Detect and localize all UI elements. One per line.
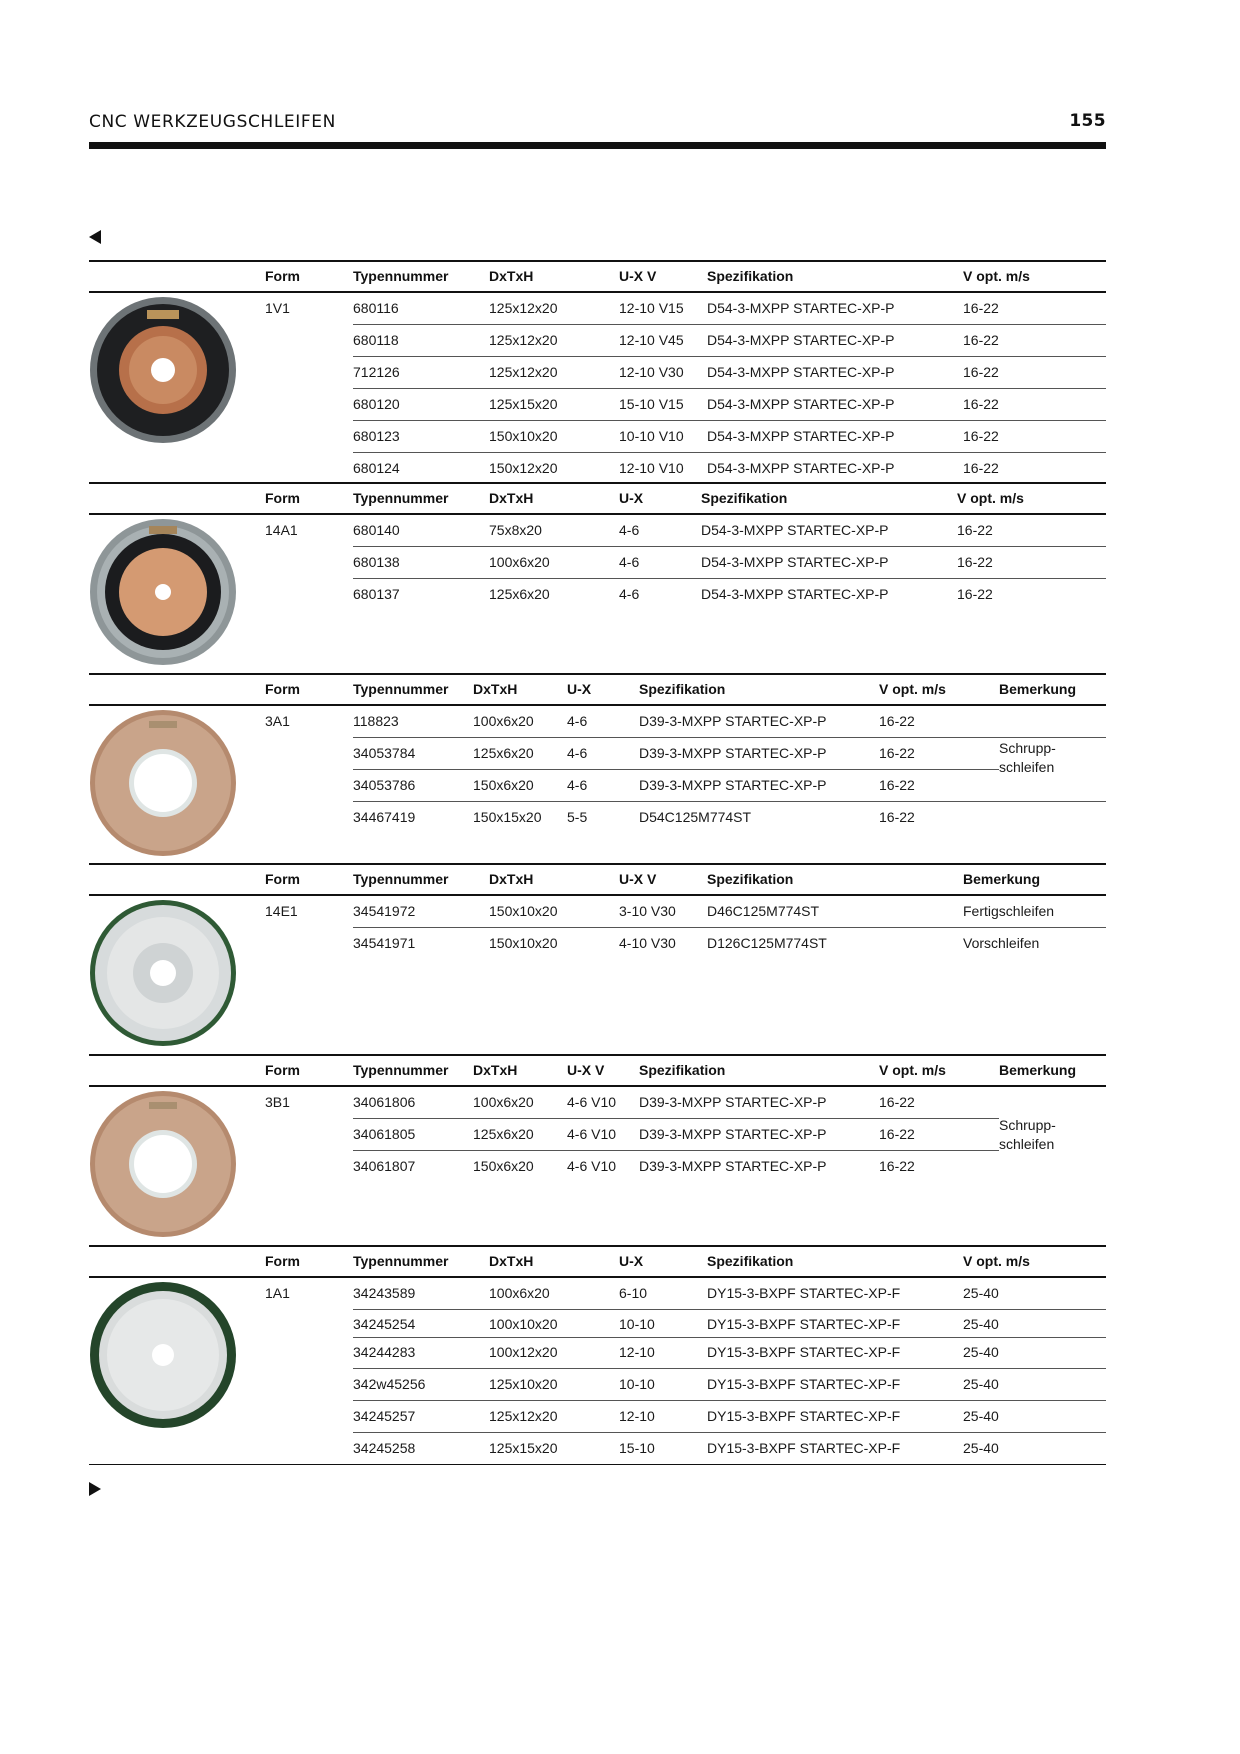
table-cell: 150x10x20 — [489, 935, 558, 951]
table-cell: 25-40 — [963, 1376, 999, 1392]
column-header-spezifikation: Spezifikation — [707, 871, 794, 887]
column-header-v-opt: V opt. m/s — [963, 268, 1030, 284]
table-cell: D54-3-MXPP STARTEC-XP-P — [707, 364, 895, 380]
form-label: 14A1 — [265, 522, 298, 538]
table-cell: 150x15x20 — [473, 809, 542, 825]
table-cell: 3-10 V30 — [619, 903, 676, 919]
table-cell: 16-22 — [879, 1094, 915, 1110]
table-cell: 680140 — [353, 522, 400, 538]
row-divider — [353, 927, 1106, 928]
table-cell: D46C125M774ST — [707, 903, 820, 919]
column-header-v-opt: V opt. m/s — [957, 490, 1024, 506]
column-header-spezifikation: Spezifikation — [707, 1253, 794, 1269]
column-header-bemerkung: Bemerkung — [999, 1062, 1077, 1078]
table-cell: 16-22 — [879, 745, 915, 761]
table-cell: 10-10 — [619, 1376, 655, 1392]
table-section-1v1 — [89, 260, 1106, 486]
remark-note: Schrupp- schleifen — [999, 1117, 1056, 1152]
remark-note: Schrupp- schleifen — [999, 740, 1056, 775]
column-header-bemerkung: Bemerkung — [963, 871, 1041, 887]
page-number: 155 — [1069, 111, 1106, 131]
column-header-form: Form — [265, 1253, 300, 1269]
column-header-ux: U-X — [567, 681, 592, 697]
row-divider — [353, 388, 1106, 389]
column-header-typennummer: Typennummer — [353, 681, 449, 697]
table-cell: 150x10x20 — [489, 428, 558, 444]
row-divider — [353, 420, 1106, 421]
grinding-wheel-14e1-image — [89, 899, 237, 1047]
table-cell: 118823 — [353, 713, 399, 729]
table-cell: 125x6x20 — [473, 1126, 534, 1142]
table-cell: 34053784 — [353, 745, 416, 761]
row-divider — [353, 1400, 1106, 1401]
page-header — [89, 108, 1106, 148]
table-cell: 34541971 — [353, 935, 416, 951]
table-cell: 15-10 — [619, 1440, 655, 1456]
table-cell: 34467419 — [353, 809, 416, 825]
table-cell: D54-3-MXPP STARTEC-XP-P — [707, 396, 895, 412]
column-header-ux-v: U-X V — [567, 1062, 605, 1078]
table-cell: D54C125M774ST — [639, 809, 752, 825]
column-header-typennummer: Typennummer — [353, 1253, 449, 1269]
table-cell: 12-10 V15 — [619, 300, 684, 316]
row-divider — [353, 769, 999, 770]
grinding-wheel-3b1-image — [89, 1090, 237, 1238]
form-label: 1A1 — [265, 1285, 290, 1301]
column-header-dxtxh: DxTxH — [489, 490, 534, 506]
header-rule — [89, 142, 1106, 149]
column-header-ux-v: U-X V — [619, 871, 657, 887]
table-cell: 712126 — [353, 364, 400, 380]
table-cell: D39-3-MXPP STARTEC-XP-P — [639, 777, 827, 793]
table-cell: D54-3-MXPP STARTEC-XP-P — [701, 522, 889, 538]
table-cell: 15-10 V15 — [619, 396, 684, 412]
table-cell: 150x10x20 — [489, 903, 558, 919]
table-cell: 100x6x20 — [489, 1285, 550, 1301]
table-cell: 125x12x20 — [489, 1408, 558, 1424]
table-header-rule — [89, 1276, 1106, 1278]
table-cell: 4-6 — [567, 777, 588, 793]
table-cell: 125x10x20 — [489, 1376, 558, 1392]
column-header-dxtxh: DxTxH — [489, 871, 534, 887]
table-cell: 34061807 — [353, 1158, 416, 1174]
row-divider — [353, 452, 1106, 453]
table-cell: 4-10 V30 — [619, 935, 676, 951]
column-header-bemerkung: Bemerkung — [999, 681, 1077, 697]
table-top-rule — [89, 260, 1106, 262]
row-divider — [353, 356, 1106, 357]
column-header-ux-v: U-X V — [619, 268, 657, 284]
column-header-typennummer: Typennummer — [353, 871, 449, 887]
table-cell: 125x12x20 — [489, 364, 558, 380]
table-cell: 4-6 — [619, 586, 640, 602]
table-header-rule — [89, 513, 1106, 515]
table-top-rule — [89, 673, 1106, 675]
table-cell: 16-22 — [957, 554, 993, 570]
table-cell: DY15-3-BXPF STARTEC-XP-F — [707, 1316, 901, 1332]
table-cell: 680123 — [353, 428, 400, 444]
column-header-v-opt: V opt. m/s — [963, 1253, 1030, 1269]
table-cell: 16-22 — [963, 428, 999, 444]
table-cell: 125x6x20 — [489, 586, 550, 602]
table-cell: 150x12x20 — [489, 460, 558, 476]
table-section-14a1 — [89, 482, 1106, 672]
table-cell: 25-40 — [963, 1440, 999, 1456]
table-cell: 4-6 V10 — [567, 1094, 617, 1110]
column-header-spezifikation: Spezifikation — [707, 268, 794, 284]
table-cell: 16-22 — [879, 1126, 915, 1142]
table-cell: 680116 — [353, 300, 399, 316]
table-cell: 4-6 — [567, 745, 588, 761]
table-cell: 34061805 — [353, 1126, 416, 1142]
table-cell: 10-10 V10 — [619, 428, 684, 444]
table-section-1a1 — [89, 1245, 1106, 1471]
table-cell: 125x12x20 — [489, 300, 558, 316]
table-cell: 125x12x20 — [489, 332, 558, 348]
column-header-typennummer: Typennummer — [353, 490, 449, 506]
form-label: 1V1 — [265, 300, 290, 316]
grinding-wheel-3a1-image — [89, 709, 237, 857]
table-cell: 12-10 — [619, 1408, 655, 1424]
row-divider — [353, 324, 1106, 325]
table-cell: D54-3-MXPP STARTEC-XP-P — [707, 460, 895, 476]
grinding-wheel-14a1-image — [89, 518, 237, 666]
form-label: 3B1 — [265, 1094, 290, 1110]
table-header-rule — [89, 1085, 1106, 1087]
table-top-rule — [89, 1245, 1106, 1247]
form-label: 14E1 — [265, 903, 298, 919]
table-cell: D126C125M774ST — [707, 935, 827, 951]
column-header-dxtxh: DxTxH — [489, 268, 534, 284]
table-cell: 680124 — [353, 460, 400, 476]
table-cell: 25-40 — [963, 1316, 999, 1332]
table-cell: D54-3-MXPP STARTEC-XP-P — [707, 428, 895, 444]
table-cell: D54-3-MXPP STARTEC-XP-P — [701, 586, 889, 602]
column-header-typennummer: Typennummer — [353, 268, 449, 284]
column-header-form: Form — [265, 871, 300, 887]
table-cell: 16-22 — [879, 809, 915, 825]
row-divider — [353, 737, 1106, 738]
next-page-arrow-icon[interactable] — [89, 1482, 101, 1496]
table-cell: 12-10 — [619, 1344, 655, 1360]
table-cell: 150x6x20 — [473, 1158, 534, 1174]
table-cell: 34245254 — [353, 1316, 416, 1332]
table-cell: 100x6x20 — [489, 554, 550, 570]
table-cell: Vorschleifen — [963, 935, 1040, 951]
column-header-dxtxh: DxTxH — [473, 681, 518, 697]
table-cell: 16-22 — [957, 586, 993, 602]
table-cell: 100x6x20 — [473, 1094, 534, 1110]
table-cell: 34244283 — [353, 1344, 416, 1360]
table-cell: DY15-3-BXPF STARTEC-XP-F — [707, 1408, 901, 1424]
table-cell: 25-40 — [963, 1408, 999, 1424]
column-header-dxtxh: DxTxH — [489, 1253, 534, 1269]
table-cell: 150x6x20 — [473, 777, 534, 793]
table-section-14e1 — [89, 863, 1106, 1053]
table-cell: 34541972 — [353, 903, 416, 919]
table-cell: 4-6 V10 — [567, 1158, 617, 1174]
table-header-rule — [89, 704, 1106, 706]
table-cell: Fertigschleifen — [963, 903, 1055, 919]
table-cell: 16-22 — [963, 460, 999, 476]
table-cell: 680120 — [353, 396, 400, 412]
row-divider — [353, 1337, 1106, 1338]
column-header-spezifikation: Spezifikation — [639, 1062, 726, 1078]
table-cell: 5-5 — [567, 809, 588, 825]
table-cell: 34061806 — [353, 1094, 416, 1110]
table-cell: DY15-3-BXPF STARTEC-XP-F — [707, 1376, 901, 1392]
table-cell: 680138 — [353, 554, 400, 570]
table-cell: 16-22 — [957, 522, 993, 538]
table-cell: D39-3-MXPP STARTEC-XP-P — [639, 713, 827, 729]
row-divider — [353, 546, 1106, 547]
row-divider — [353, 1368, 1106, 1369]
table-cell: 342w45256 — [353, 1376, 426, 1392]
table-cell: 34243589 — [353, 1285, 416, 1301]
table-cell: DY15-3-BXPF STARTEC-XP-F — [707, 1344, 901, 1360]
column-header-ux: U-X — [619, 490, 644, 506]
table-top-rule — [89, 863, 1106, 865]
column-header-form: Form — [265, 490, 300, 506]
section-title: CNC WERKZEUGSCHLEIFEN — [89, 112, 336, 132]
table-cell: 16-22 — [879, 713, 915, 729]
column-header-form: Form — [265, 268, 300, 284]
table-cell: 125x15x20 — [489, 396, 558, 412]
table-cell: 25-40 — [963, 1285, 999, 1301]
table-cell: 34245258 — [353, 1440, 416, 1456]
table-cell: D54-3-MXPP STARTEC-XP-P — [701, 554, 889, 570]
column-header-v-opt: V opt. m/s — [879, 681, 946, 697]
row-divider — [353, 801, 1106, 802]
table-cell: 680137 — [353, 586, 400, 602]
table-cell: 100x6x20 — [473, 713, 534, 729]
table-cell: D54-3-MXPP STARTEC-XP-P — [707, 300, 895, 316]
table-cell: 16-22 — [879, 1158, 915, 1174]
grinding-wheel-1v1-image — [89, 296, 237, 444]
table-cell: 680118 — [353, 332, 399, 348]
table-top-rule — [89, 482, 1106, 484]
table-cell: 12-10 V10 — [619, 460, 684, 476]
column-header-form: Form — [265, 1062, 300, 1078]
table-cell: 4-6 V10 — [567, 1126, 617, 1142]
column-header-ux: U-X — [619, 1253, 644, 1269]
table-section-3a1 — [89, 673, 1106, 863]
grinding-wheel-1a1-image — [89, 1281, 237, 1429]
table-cell: 16-22 — [963, 364, 999, 380]
column-header-v-opt: V opt. m/s — [879, 1062, 946, 1078]
table-cell: DY15-3-BXPF STARTEC-XP-F — [707, 1285, 901, 1301]
table-cell: 16-22 — [963, 300, 999, 316]
table-bottom-rule — [89, 1464, 1106, 1465]
row-divider — [353, 1432, 1106, 1433]
row-divider — [353, 578, 1106, 579]
row-divider — [353, 1118, 999, 1119]
form-label: 3A1 — [265, 713, 290, 729]
table-cell: 4-6 — [567, 713, 588, 729]
column-header-spezifikation: Spezifikation — [639, 681, 726, 697]
table-cell: 4-6 — [619, 522, 640, 538]
table-cell: 100x12x20 — [489, 1344, 558, 1360]
column-header-dxtxh: DxTxH — [473, 1062, 518, 1078]
table-cell: 6-10 — [619, 1285, 648, 1301]
table-cell: 75x8x20 — [489, 522, 542, 538]
table-cell: 125x6x20 — [473, 745, 534, 761]
table-header-rule — [89, 894, 1106, 896]
table-header-rule — [89, 291, 1106, 293]
table-cell: 16-22 — [879, 777, 915, 793]
table-cell: D39-3-MXPP STARTEC-XP-P — [639, 1126, 827, 1142]
table-cell: 25-40 — [963, 1344, 999, 1360]
table-cell: 12-10 V45 — [619, 332, 684, 348]
table-cell: 34245257 — [353, 1408, 416, 1424]
table-cell: 12-10 V30 — [619, 364, 684, 380]
row-divider — [353, 1309, 1106, 1310]
table-cell: D39-3-MXPP STARTEC-XP-P — [639, 745, 827, 761]
row-divider — [353, 1150, 999, 1151]
column-header-spezifikation: Spezifikation — [701, 490, 788, 506]
column-header-typennummer: Typennummer — [353, 1062, 449, 1078]
table-cell: D39-3-MXPP STARTEC-XP-P — [639, 1158, 827, 1174]
previous-page-arrow-icon[interactable] — [89, 230, 101, 244]
table-cell: D39-3-MXPP STARTEC-XP-P — [639, 1094, 827, 1110]
table-cell: DY15-3-BXPF STARTEC-XP-F — [707, 1440, 901, 1456]
table-section-3b1 — [89, 1054, 1106, 1244]
table-cell: D54-3-MXPP STARTEC-XP-P — [707, 332, 895, 348]
table-cell: 16-22 — [963, 396, 999, 412]
table-cell: 10-10 — [619, 1316, 655, 1332]
table-cell: 16-22 — [963, 332, 999, 348]
table-cell: 100x10x20 — [489, 1316, 558, 1332]
table-cell: 34053786 — [353, 777, 416, 793]
column-header-form: Form — [265, 681, 300, 697]
table-cell: 125x15x20 — [489, 1440, 558, 1456]
table-cell: 4-6 — [619, 554, 640, 570]
table-top-rule — [89, 1054, 1106, 1056]
